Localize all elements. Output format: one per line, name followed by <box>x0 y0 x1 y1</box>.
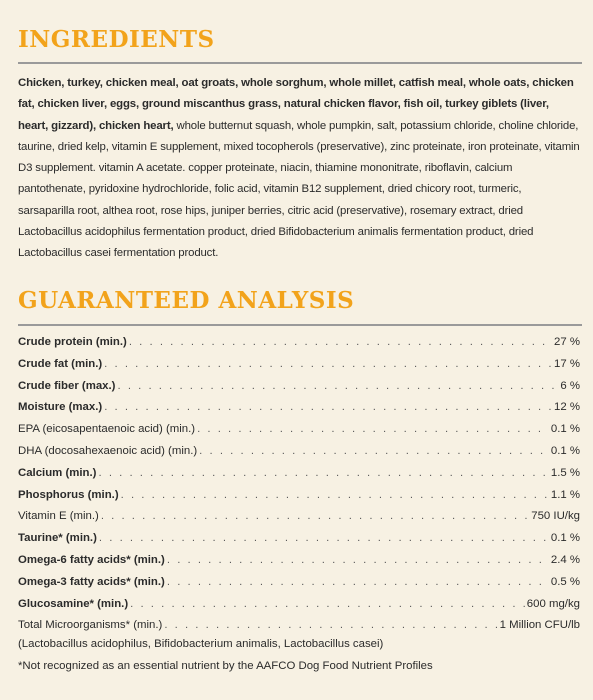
analysis-row <box>18 576 580 598</box>
nutrient-label: Taurine* (min.) <box>18 532 97 545</box>
nutrient-value: 1.1 % <box>550 488 580 501</box>
dot-leader <box>101 510 529 522</box>
nutrient-value: 27 % <box>554 336 580 348</box>
divider <box>18 62 582 64</box>
nutrient-label: Moisture (max.) <box>18 401 103 414</box>
nutrient-value: 0.1 % <box>550 423 580 436</box>
dot-leader <box>104 358 552 370</box>
nutrient-value: 1 Million CFU/lb <box>499 619 580 632</box>
analysis-row <box>18 554 580 576</box>
nutrient-label: Vitamin E (min.) <box>18 510 99 523</box>
nutrient-label: Crude fat (min.) <box>18 357 103 370</box>
dot-leader <box>98 467 548 479</box>
nutrient-label: Glucosamine* (min.) <box>18 597 129 610</box>
dot-leader <box>130 598 525 610</box>
nutrient-label: Crude protein (min.) <box>18 336 127 348</box>
ingredients-heading: INGREDIENTS <box>18 26 215 53</box>
nutrient-label: Omega-6 fatty acids* (min.) <box>18 553 165 566</box>
nutrient-label: EPA (eicosapentaenoic acid) (min.) <box>18 423 196 436</box>
dot-leader <box>129 336 552 348</box>
dot-leader <box>167 554 549 566</box>
analysis-row <box>18 445 580 467</box>
dot-leader <box>197 423 549 435</box>
nutrient-value: 750 IU/kg <box>531 510 580 523</box>
analysis-row <box>18 401 580 423</box>
footnote: *Not recognized as an essential nutrient by the AAFCO Dog Food Nutrient Profiles <box>18 660 433 672</box>
nutrient-value: 0.1 % <box>550 532 580 545</box>
analysis-row <box>18 336 580 358</box>
dot-leader <box>117 380 558 392</box>
microorganisms-note: (Lactobacillus acidophilus, Bifidobacterium animalis, Lactobacillus casei) <box>18 638 384 650</box>
nutrient-value: 0.1 % <box>550 444 580 457</box>
nutrient-value: 17 % <box>554 357 580 370</box>
dot-leader <box>99 532 549 544</box>
analysis-row <box>18 598 580 620</box>
analysis-row <box>18 489 580 511</box>
nutrient-label: Omega-3 fatty acids* (min.) <box>18 575 165 588</box>
analysis-row <box>18 358 580 380</box>
divider <box>18 324 582 326</box>
analysis-row <box>18 423 580 445</box>
analysis-row <box>18 467 580 489</box>
nutrient-value: 2.4 % <box>550 553 580 566</box>
analysis-table <box>18 336 580 641</box>
ingredients-list <box>18 73 580 265</box>
nutrient-label: Total Microorganisms* (min.) <box>18 619 163 632</box>
nutrient-label: Phosphorus (min.) <box>18 488 119 501</box>
nutrient-value: 6 % <box>560 379 580 392</box>
analysis-row <box>18 510 580 532</box>
dot-leader <box>164 619 497 631</box>
dot-leader <box>121 489 549 501</box>
nutrient-value: 0.5 % <box>550 575 580 588</box>
dot-leader <box>167 576 549 588</box>
nutrient-label: Crude fiber (max.) <box>18 379 116 392</box>
ingredients-supplements: whole butternut squash, whole pumpkin, salt, potassium chloride, choline chloride, taurine, dried kelp, vitamin E supplement, mixed tocopherols (preservative), zinc proteinate, iron proteinate, vitamin D3 supplement. vitamin A acetate. copper proteinate, niacin, thiamine mononitrate, riboflavin, calcium pantothenate, pyridoxine hydrochloride, folic acid, vitamin B12 supplement, dried chicory root, turmeric, sarsaparilla root, althea root, rose hips, juniper berries, citric acid (preservative), rosemary extract, dried Lactobacillus acidophilus fermentation product, dried Bifidobacterium animalis fermentation product, dried Lactobacillus casei fermentation product. <box>18 119 580 260</box>
nutrient-value: 1.5 % <box>550 466 580 479</box>
analysis-heading: GUARANTEED ANALYSIS <box>18 287 355 314</box>
dot-leader <box>199 445 549 457</box>
nutrient-label: DHA (docosahexaenoic acid) (min.) <box>18 444 198 457</box>
ingredients-main: Chicken, turkey, chicken meal, oat groats, whole sorghum, whole millet, catfish meal, whole oats, chicken fat, chicken liver, eggs, ground miscanthus grass, natural chicken flavor, fish oil, turkey giblets (liver, heart, gizzard), chicken heart, <box>18 77 574 132</box>
nutrient-label: Calcium (min.) <box>18 466 97 479</box>
analysis-row <box>18 380 580 402</box>
analysis-row <box>18 532 580 554</box>
nutrient-value: 12 % <box>554 401 580 414</box>
nutrient-value: 600 mg/kg <box>526 597 580 610</box>
dot-leader <box>104 401 552 413</box>
